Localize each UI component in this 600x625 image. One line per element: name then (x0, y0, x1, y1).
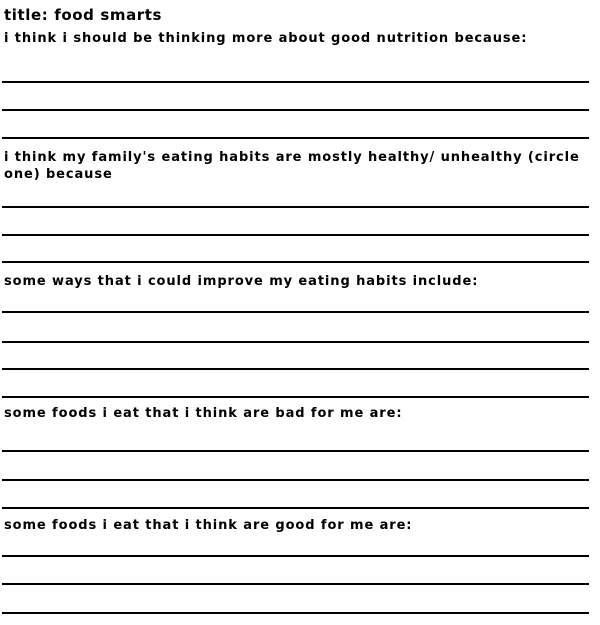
worksheet-title: title: food smarts (4, 6, 163, 24)
answer-line[interactable] (2, 583, 589, 585)
answer-line[interactable] (2, 206, 589, 208)
answer-line[interactable] (2, 507, 589, 509)
prompt-bad-foods: some foods i eat that i think are bad for me are: (4, 406, 403, 421)
answer-line[interactable] (2, 555, 589, 557)
answer-line[interactable] (2, 450, 589, 452)
answer-line[interactable] (2, 341, 589, 343)
answer-line[interactable] (2, 311, 589, 313)
prompt-improve-habits: some ways that i could improve my eating habits include: (4, 274, 479, 289)
answer-line[interactable] (2, 137, 589, 139)
answer-line[interactable] (2, 109, 589, 111)
answer-line[interactable] (2, 81, 589, 83)
prompt-family-habits: i think my family's eating habits are mostly healthy/ unhealthy (circle one) because (4, 150, 580, 182)
prompt-nutrition: i think i should be thinking more about good nutrition because: (4, 31, 528, 46)
answer-line[interactable] (2, 612, 589, 614)
answer-line[interactable] (2, 368, 589, 370)
prompt-good-foods: some foods i eat that i think are good for me are: (4, 518, 413, 533)
answer-line[interactable] (2, 396, 589, 398)
answer-line[interactable] (2, 479, 589, 481)
answer-line[interactable] (2, 261, 589, 263)
answer-line[interactable] (2, 234, 589, 236)
